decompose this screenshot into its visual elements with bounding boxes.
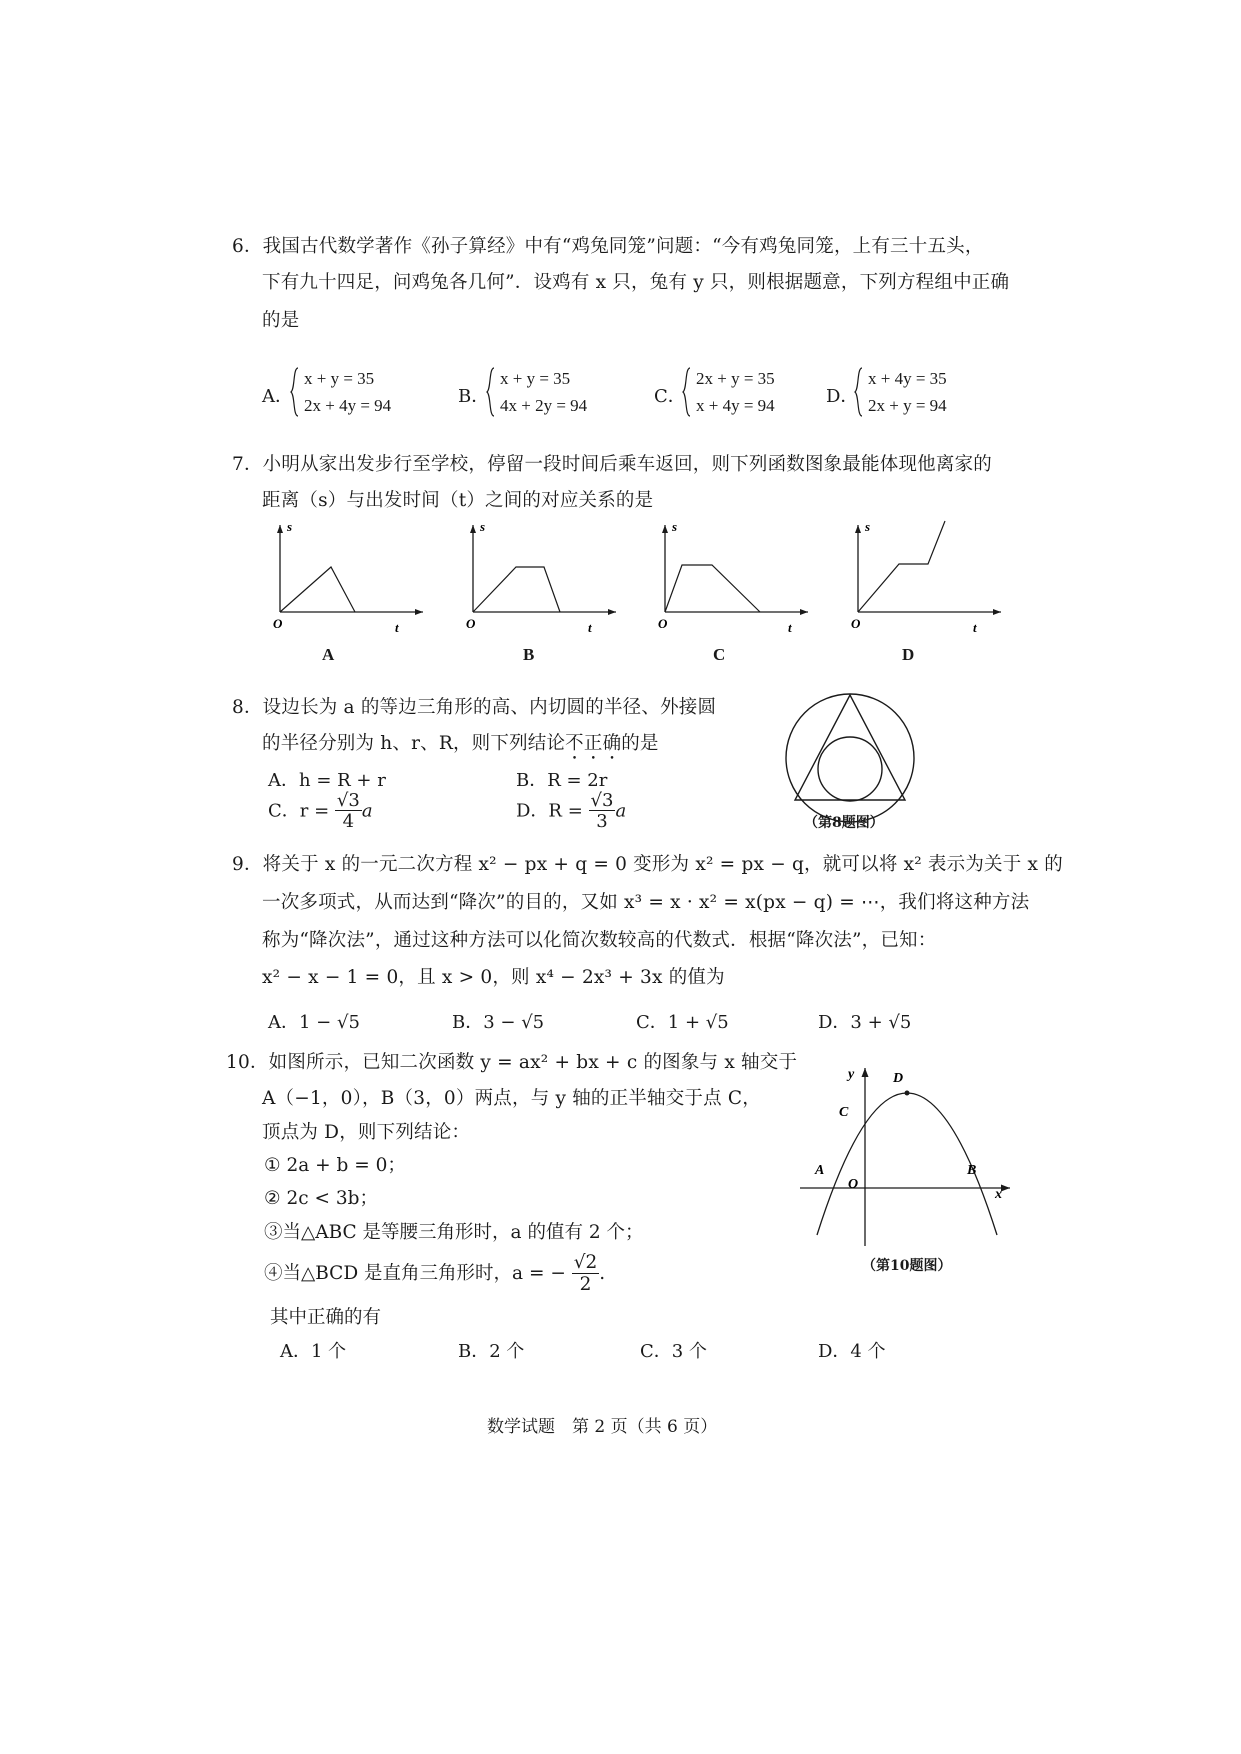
- arrow-icon: [993, 609, 1001, 615]
- q6-option-b-system: [486, 365, 616, 421]
- y-label: s: [672, 519, 678, 534]
- fraction-numerator: √3: [336, 790, 360, 811]
- q8-option-d-label: D．R =: [516, 800, 583, 822]
- q8-option-c-var: a: [361, 800, 373, 822]
- q9-option-d: D．3 + √5: [818, 1012, 912, 1033]
- y-label: s: [480, 519, 486, 534]
- q10-caption: （第10题图）: [862, 1258, 952, 1274]
- q6-option-a-system: [290, 365, 420, 421]
- graph-line: [665, 565, 760, 612]
- point-c-label: C: [839, 1105, 849, 1120]
- point-a-label: A: [815, 1163, 825, 1178]
- q6-c-eq1: 2x + y = 35: [696, 369, 775, 388]
- arrow-icon: [862, 1068, 869, 1077]
- q10-c4-fraction: [572, 1254, 600, 1294]
- q10-option-a: A．1 个: [280, 1341, 347, 1362]
- brace-icon: [682, 367, 691, 417]
- q8-caption: （第8题图）: [804, 815, 884, 831]
- q10-conclusion-3: ③当△ABC 是等腰三角形时，a 的值有 2 个；: [264, 1222, 644, 1243]
- q8-option-a: A．h = R + r: [268, 770, 386, 791]
- q6-line-2: 下有九十四足，问鸡兔各几何”．设鸡有 x 只，兔有 y 只，则根据题意，下列方程组中正确: [262, 272, 1010, 293]
- arrow-icon: [608, 609, 616, 615]
- point-b-label: B: [967, 1163, 977, 1178]
- q8-emphasis: 不正确: [565, 733, 622, 754]
- q6-c-eq2: x + 4y = 94: [696, 396, 775, 415]
- q8-option-d: [516, 792, 626, 831]
- q10-option-c: C．3 个: [640, 1341, 707, 1362]
- q7-graph-d: [843, 515, 1013, 635]
- q10-conclusion-1: ① 2a + b = 0；: [264, 1155, 406, 1176]
- q10-option-b: B．2 个: [458, 1341, 525, 1362]
- arrow-icon: [800, 609, 808, 615]
- q6-a-eq2: 2x + 4y = 94: [304, 396, 392, 415]
- q7-graph-c-label: C: [713, 645, 726, 664]
- q9-line-2: 一次多项式，从而达到“降次”的目的，又如 x³ = x · x² = x(px − q) = ⋯，我们将这种方法: [262, 892, 1030, 913]
- q7-graph-b: [458, 515, 628, 635]
- y-label: y: [848, 1067, 855, 1082]
- origin-label: O: [658, 616, 668, 631]
- triangle: [795, 695, 905, 800]
- q10-conclusion-4: [264, 1254, 605, 1294]
- graph-line: [280, 567, 355, 612]
- arrow-icon: [662, 525, 668, 533]
- graph-line: [473, 567, 560, 612]
- q9-option-a: A．1 − √5: [268, 1012, 360, 1033]
- q10-line-3: 顶点为 D，则下列结论：: [262, 1122, 471, 1143]
- q6-option-c-system: [682, 365, 812, 421]
- q10-option-d: D．4 个: [818, 1341, 886, 1362]
- x-label: t: [788, 620, 792, 635]
- y-label: s: [287, 519, 293, 534]
- q6-option-c-label: C．: [654, 386, 686, 407]
- arrow-icon: [855, 525, 861, 533]
- q7-line-2: 距离（s）与出发时间（t）之间的对应关系的是: [262, 490, 654, 511]
- arrow-icon: [1001, 1185, 1010, 1192]
- q7-line-1: 7．小明从家出发步行至学校，停留一段时间后乘车返回，则下列函数图象最能体现他离家的: [232, 454, 992, 475]
- q6-line-1: 6．我国古代数学著作《孙子算经》中有“鸡兔同笼”问题：“今有鸡兔同笼，上有三十五头，: [232, 236, 984, 257]
- graph-line: [858, 521, 945, 612]
- origin-label: O: [466, 616, 476, 631]
- brace-icon: [486, 367, 495, 417]
- q6-a-eq1: x + y = 35: [304, 369, 375, 388]
- origin-label: O: [848, 1177, 859, 1192]
- q6-option-a-label: A．: [262, 386, 293, 407]
- q8-option-d-var: a: [615, 800, 627, 822]
- fraction-denominator: 2: [579, 1273, 592, 1295]
- circumcircle: [786, 694, 914, 822]
- q9-option-c: C．1 + √5: [636, 1012, 729, 1033]
- q8-option-c-fraction: [335, 792, 362, 831]
- q8-line-1: 8．设边长为 a 的等边三角形的高、内切圆的半径、外接圆: [232, 697, 717, 718]
- q8-option-d-fraction: [589, 792, 616, 831]
- q7-graph-c: [650, 515, 820, 635]
- q6-option-d-label: D．: [826, 386, 859, 407]
- q8-option-c-label: C．r =: [268, 800, 330, 822]
- q10-conclusion-2: ② 2c < 3b；: [264, 1188, 378, 1209]
- q10-figure: [795, 1060, 1015, 1250]
- q6-b-eq2: 4x + 2y = 94: [500, 396, 588, 415]
- fraction-denominator: 4: [342, 811, 355, 832]
- brace-icon: [290, 367, 299, 417]
- incircle: [818, 737, 882, 801]
- q7-graph-b-label: B: [523, 645, 535, 664]
- x-label: t: [395, 620, 399, 635]
- arrow-icon: [470, 525, 476, 533]
- vertex-point: [905, 1091, 910, 1096]
- x-label: t: [973, 620, 977, 635]
- q6-b-eq1: x + y = 35: [500, 369, 571, 388]
- q10-c4-end: .: [599, 1263, 606, 1284]
- q8-line-2: [262, 729, 659, 764]
- q10-ask: 其中正确的有: [270, 1307, 382, 1328]
- q6-d-eq1: x + 4y = 35: [868, 369, 947, 388]
- y-label: s: [865, 519, 871, 534]
- q8-option-b: B．R = 2r: [516, 770, 608, 791]
- q10-line-1: 10．如图所示，已知二次函数 y = ax² + bx + c 的图象与 x 轴交于: [226, 1052, 798, 1073]
- q9-line-1: 9．将关于 x 的一元二次方程 x² − px + q = 0 变形为 x² = px − q，就可以将 x² 表示为关于 x 的: [232, 854, 1063, 875]
- q7-graph-d-label: D: [902, 645, 915, 664]
- q6-option-d-system: [854, 365, 984, 421]
- q7-graph-a: [265, 515, 435, 635]
- q6-option-b-label: B．: [458, 386, 490, 407]
- q10-line-2: A（−1，0），B（3，0）两点，与 y 轴的正半轴交于点 C，: [262, 1088, 761, 1109]
- q8-line-2-end: 的是: [621, 733, 659, 754]
- brace-icon: [854, 367, 863, 417]
- origin-label: O: [851, 616, 861, 631]
- q10-c4-text: ④当△BCD 是直角三角形时，a = −: [264, 1263, 566, 1284]
- x-label: t: [588, 620, 592, 635]
- fraction-numerator: √2: [573, 1252, 598, 1273]
- q6-line-3: 的是: [262, 310, 300, 331]
- origin-label: O: [273, 616, 283, 631]
- arrow-icon: [277, 525, 283, 533]
- fraction-denominator: 3: [596, 811, 608, 832]
- q8-figure: [780, 688, 920, 828]
- q7-graph-a-label: A: [322, 645, 335, 664]
- page-footer: 数学试题 第 2 页（共 6 页）: [487, 1417, 718, 1437]
- q9-option-b: B．3 − √5: [452, 1012, 545, 1033]
- q8-line-2-text: 的半径分别为 h、r、R，则下列结论: [262, 733, 566, 754]
- x-label: x: [995, 1187, 1002, 1202]
- fraction-numerator: √3: [590, 790, 614, 811]
- q6-d-eq2: 2x + y = 94: [868, 396, 947, 415]
- point-d-label: D: [893, 1071, 904, 1086]
- q9-line-3: 称为“降次法”，通过这种方法可以化简次数较高的代数式．根据“降次法”，已知：: [262, 930, 937, 951]
- q9-line-4: x² − x − 1 = 0，且 x > 0，则 x⁴ − 2x³ + 3x 的值为: [262, 967, 725, 988]
- q8-option-c: [268, 792, 373, 831]
- arrow-icon: [415, 609, 423, 615]
